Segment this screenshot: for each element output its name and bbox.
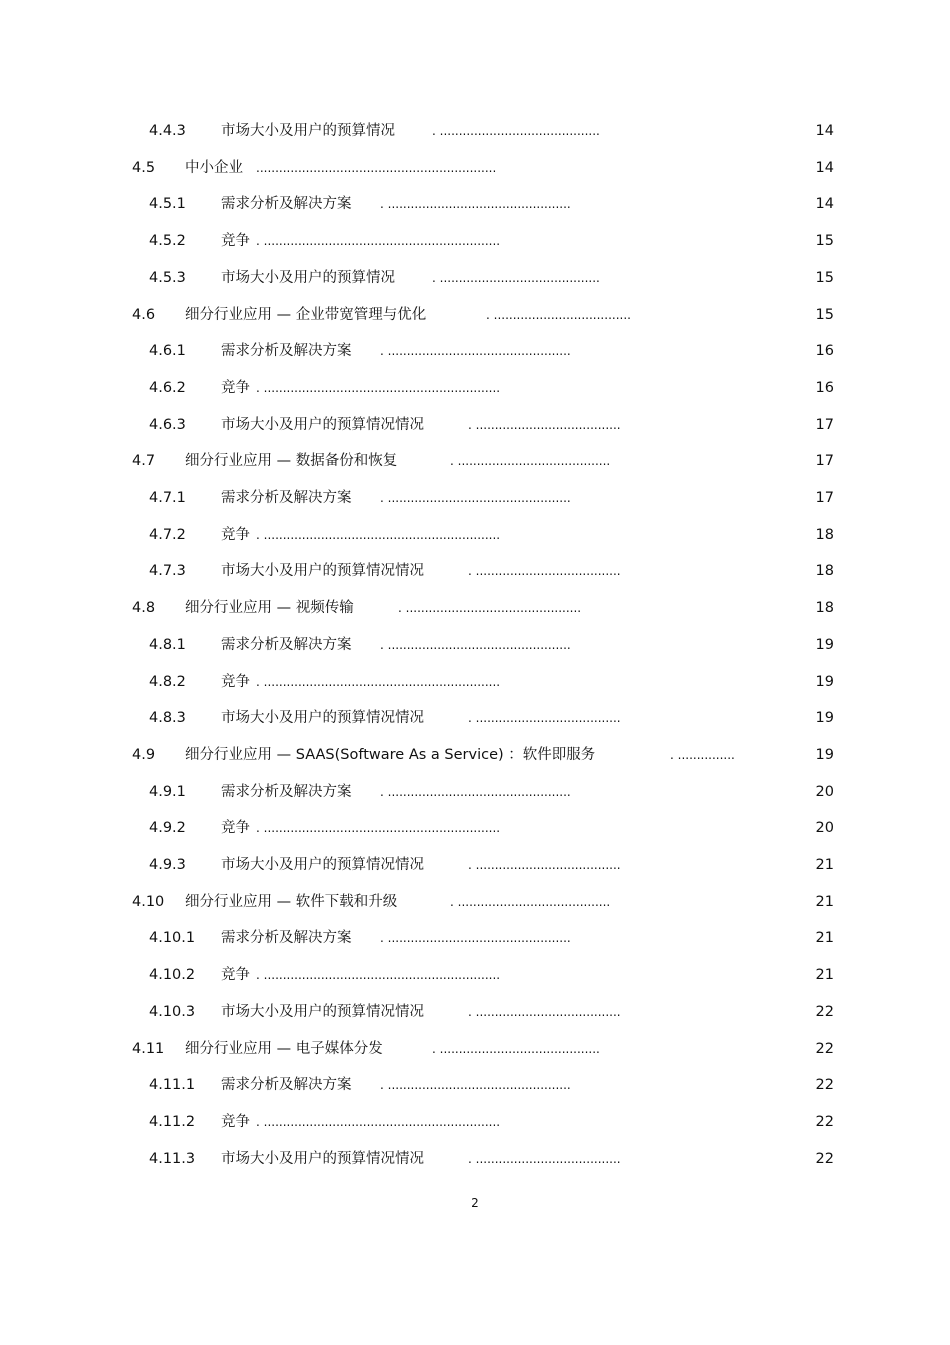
toc-entry-leader: . .............................................................. <box>256 674 501 689</box>
toc-entry[interactable] <box>0 339 950 363</box>
toc-entry-leader: . ...................................... <box>468 1004 621 1019</box>
toc-entry-number: 4.6.3 <box>149 416 186 433</box>
toc-entry[interactable] <box>0 816 950 840</box>
toc-entry-leader: . ...................................... <box>468 564 621 579</box>
toc-entry-page-number: 17 <box>815 490 834 506</box>
toc-entry-title: 细分行业应用 — SAAS(Software As a Service) ：软件即服务 <box>185 746 596 763</box>
toc-entry-page-number: 19 <box>815 673 834 690</box>
toc-entry-page-number: 21 <box>815 930 834 947</box>
toc-entry-number: 4.10.3 <box>149 1003 196 1020</box>
toc-entry[interactable] <box>0 596 950 620</box>
toc-entry-leader: ............................................................... <box>256 160 497 175</box>
toc-entry-number: 4.7 <box>132 453 156 470</box>
toc-entry[interactable] <box>0 376 950 400</box>
toc-entry-leader: . ...................................... <box>468 1151 621 1166</box>
toc-entry-title: 市场大小及用户的预算情况情况 <box>221 1003 424 1020</box>
toc-entry[interactable] <box>0 413 950 437</box>
toc-entry[interactable] <box>0 1037 950 1061</box>
toc-entry-number: 4.9.3 <box>149 857 186 873</box>
toc-entry-page-number: 21 <box>815 967 834 984</box>
toc-entry[interactable] <box>0 1073 950 1097</box>
toc-entry-number: 4.6.1 <box>149 343 186 360</box>
toc-entry-leader: . .............................................................. <box>256 234 501 249</box>
toc-entry-page-number: 21 <box>815 893 834 910</box>
toc-entry-number: 4.6.2 <box>149 379 186 396</box>
toc-entry-title: 竞争 <box>221 233 250 250</box>
toc-entry-number: 4.11.1 <box>149 1077 196 1094</box>
toc-entry-title: 竞争 <box>221 820 250 837</box>
toc-entry-leader: . .............................................. <box>398 601 582 616</box>
toc-entry[interactable] <box>0 523 950 547</box>
toc-entry-number: 4.7.1 <box>149 490 186 506</box>
toc-entry-title: 市场大小及用户的预算情况 <box>221 123 395 139</box>
toc-entry-leader: . .......................................... <box>432 270 600 285</box>
toc-entry-number: 4.8.2 <box>149 673 186 690</box>
toc-entry-page-number: 15 <box>815 269 834 286</box>
toc-entry[interactable] <box>0 229 950 253</box>
toc-entry-number: 4.8 <box>132 600 156 617</box>
toc-entry-title: 需求分析及解决方案 <box>221 783 352 800</box>
toc-entry[interactable] <box>0 780 950 804</box>
toc-entry-number: 4.8.3 <box>149 710 186 727</box>
toc-entry[interactable] <box>0 1147 950 1171</box>
toc-entry-leader: . ........................................ <box>450 894 611 909</box>
toc-entry-title: 细分行业应用 — 软件下载和升级 <box>185 893 398 910</box>
toc-entry[interactable] <box>0 192 950 216</box>
toc-entry-page-number: 19 <box>815 636 834 653</box>
toc-entry-page-number: 17 <box>815 416 834 433</box>
toc-entry-title: 需求分析及解决方案 <box>221 343 352 360</box>
toc-entry-number: 4.10 <box>132 893 165 910</box>
toc-entry[interactable] <box>0 449 950 473</box>
toc-entry-page-number: 19 <box>815 710 834 727</box>
toc-entry-leader: . ................................................ <box>380 344 571 359</box>
toc-entry-number: 4.10.1 <box>149 930 196 947</box>
toc-entry-title: 细分行业应用 — 企业带宽管理与优化 <box>185 306 427 323</box>
toc-entry-page-number: 16 <box>815 379 834 396</box>
toc-entry-leader: . ................................................ <box>380 931 571 946</box>
toc-entry-number: 4.11.3 <box>149 1150 196 1167</box>
toc-entry-number: 4.9.1 <box>149 783 186 800</box>
toc-entry-title: 市场大小及用户的预算情况情况 <box>221 563 424 580</box>
toc-entry-leader: . ................................................ <box>380 637 571 652</box>
toc-entry-page-number: 14 <box>815 196 834 213</box>
toc-entry[interactable] <box>0 119 950 143</box>
toc-entry-title: 中小企业 <box>185 159 243 176</box>
toc-entry[interactable] <box>0 1000 950 1024</box>
toc-entry-page-number: 14 <box>815 123 834 139</box>
toc-entry-leader: . ................................................ <box>380 491 571 505</box>
toc-entry-page-number: 18 <box>815 526 834 543</box>
toc-entry-leader: . ...................................... <box>468 858 621 872</box>
toc-entry-number: 4.6 <box>132 306 156 323</box>
toc-entry-leader: . ...................................... <box>468 417 621 432</box>
toc-entry-leader: . .................................... <box>486 307 631 322</box>
toc-entry-number: 4.9.2 <box>149 820 186 837</box>
toc-entry[interactable] <box>0 303 950 327</box>
toc-entry-page-number: 22 <box>815 1113 834 1130</box>
toc-entry-title: 竞争 <box>221 1113 250 1130</box>
toc-entry-page-number: 22 <box>815 1003 834 1020</box>
toc-entry-title: 需求分析及解决方案 <box>221 1077 352 1094</box>
toc-entry-title: 细分行业应用 — 数据备份和恢复 <box>185 453 398 470</box>
toc-entry-number: 4.7.2 <box>149 526 186 543</box>
toc-entry-number: 4.10.2 <box>149 967 196 984</box>
toc-entry-number: 4.5.1 <box>149 196 186 213</box>
toc-entry-page-number: 17 <box>815 453 834 470</box>
toc-entry-page-number: 22 <box>815 1077 834 1094</box>
toc-entry-title: 竞争 <box>221 967 250 984</box>
toc-entry[interactable] <box>0 1110 950 1134</box>
toc-entry[interactable] <box>0 486 950 510</box>
toc-entry-number: 4.8.1 <box>149 636 186 653</box>
toc-entry-title: 竞争 <box>221 379 250 396</box>
toc-entry-leader: . .............................................................. <box>256 968 501 983</box>
toc-entry[interactable] <box>0 890 950 914</box>
toc-entry-title: 需求分析及解决方案 <box>221 636 352 653</box>
toc-entry-title: 市场大小及用户的预算情况情况 <box>221 710 424 727</box>
toc-entry-page-number: 20 <box>815 820 834 837</box>
toc-entry[interactable] <box>0 963 950 987</box>
toc-entry-page-number: 18 <box>815 600 834 617</box>
toc-entry-title: 市场大小及用户的预算情况情况 <box>221 857 424 873</box>
toc-entry-page-number: 20 <box>815 783 834 800</box>
toc-entry-page-number: 15 <box>815 233 834 250</box>
toc-entry-title: 竞争 <box>221 673 250 690</box>
toc-entry-page-number: 16 <box>815 343 834 360</box>
page-number: 2 <box>471 1196 479 1210</box>
toc-entry-number: 4.11.2 <box>149 1113 196 1130</box>
toc-entry-leader: . .............................................................. <box>256 821 501 836</box>
toc-entry-leader: . ................................................ <box>380 784 571 799</box>
toc-entry[interactable] <box>0 633 950 657</box>
toc-entry-leader: . ........................................ <box>450 454 611 469</box>
toc-entry[interactable] <box>0 559 950 583</box>
toc-entry-leader: . ...................................... <box>468 711 621 726</box>
toc-entry-title: 竞争 <box>221 526 250 543</box>
toc-entry-page-number: 14 <box>815 159 834 176</box>
toc-entry-leader: . ................................................ <box>380 1078 571 1093</box>
toc-entry-leader: . .......................................... <box>432 1041 600 1056</box>
toc-entry-leader: . ............... <box>670 747 735 762</box>
toc-entry-leader: . .............................................................. <box>256 380 501 395</box>
toc-entry-number: 4.9 <box>132 746 156 763</box>
toc-entry[interactable] <box>0 670 950 694</box>
toc-entry-title: 需求分析及解决方案 <box>221 196 352 213</box>
toc-entry-number: 4.5.2 <box>149 233 186 250</box>
toc-entry-page-number: 19 <box>815 746 834 763</box>
toc-entry-page-number: 22 <box>815 1040 834 1057</box>
toc-entry-page-number: 22 <box>815 1150 834 1167</box>
toc-entry-title: 需求分析及解决方案 <box>221 490 352 506</box>
toc-entry-page-number: 21 <box>815 857 834 873</box>
toc-entry-title: 市场大小及用户的预算情况 <box>221 269 395 286</box>
toc-entry[interactable] <box>0 706 950 730</box>
toc-entry-leader: . .............................................................. <box>256 1114 501 1129</box>
toc-entry-leader: . .............................................................. <box>256 527 501 542</box>
toc-entry[interactable] <box>0 743 950 767</box>
toc-entry-leader: . ................................................ <box>380 197 571 212</box>
toc-entry-title: 市场大小及用户的预算情况情况 <box>221 416 424 433</box>
toc-entry[interactable] <box>0 156 950 180</box>
toc-entry-number: 4.5.3 <box>149 269 186 286</box>
toc-entry-number: 4.5 <box>132 159 156 176</box>
toc-entry-number: 4.11 <box>132 1040 165 1057</box>
toc-entry[interactable] <box>0 266 950 290</box>
toc-entry[interactable] <box>0 853 950 877</box>
toc-entry-title: 细分行业应用 — 电子媒体分发 <box>185 1040 383 1057</box>
toc-entry-page-number: 15 <box>815 306 834 323</box>
toc-entry-number: 4.4.3 <box>149 123 186 139</box>
toc-entry-number: 4.7.3 <box>149 563 186 580</box>
toc-entry-title: 细分行业应用 — 视频传输 <box>185 600 354 617</box>
toc-entry[interactable] <box>0 926 950 950</box>
toc-entry-leader: . .......................................... <box>432 124 600 138</box>
toc-entry-title: 需求分析及解决方案 <box>221 930 352 947</box>
toc-entry-title: 市场大小及用户的预算情况情况 <box>221 1150 424 1167</box>
toc-entry-page-number: 18 <box>815 563 834 580</box>
